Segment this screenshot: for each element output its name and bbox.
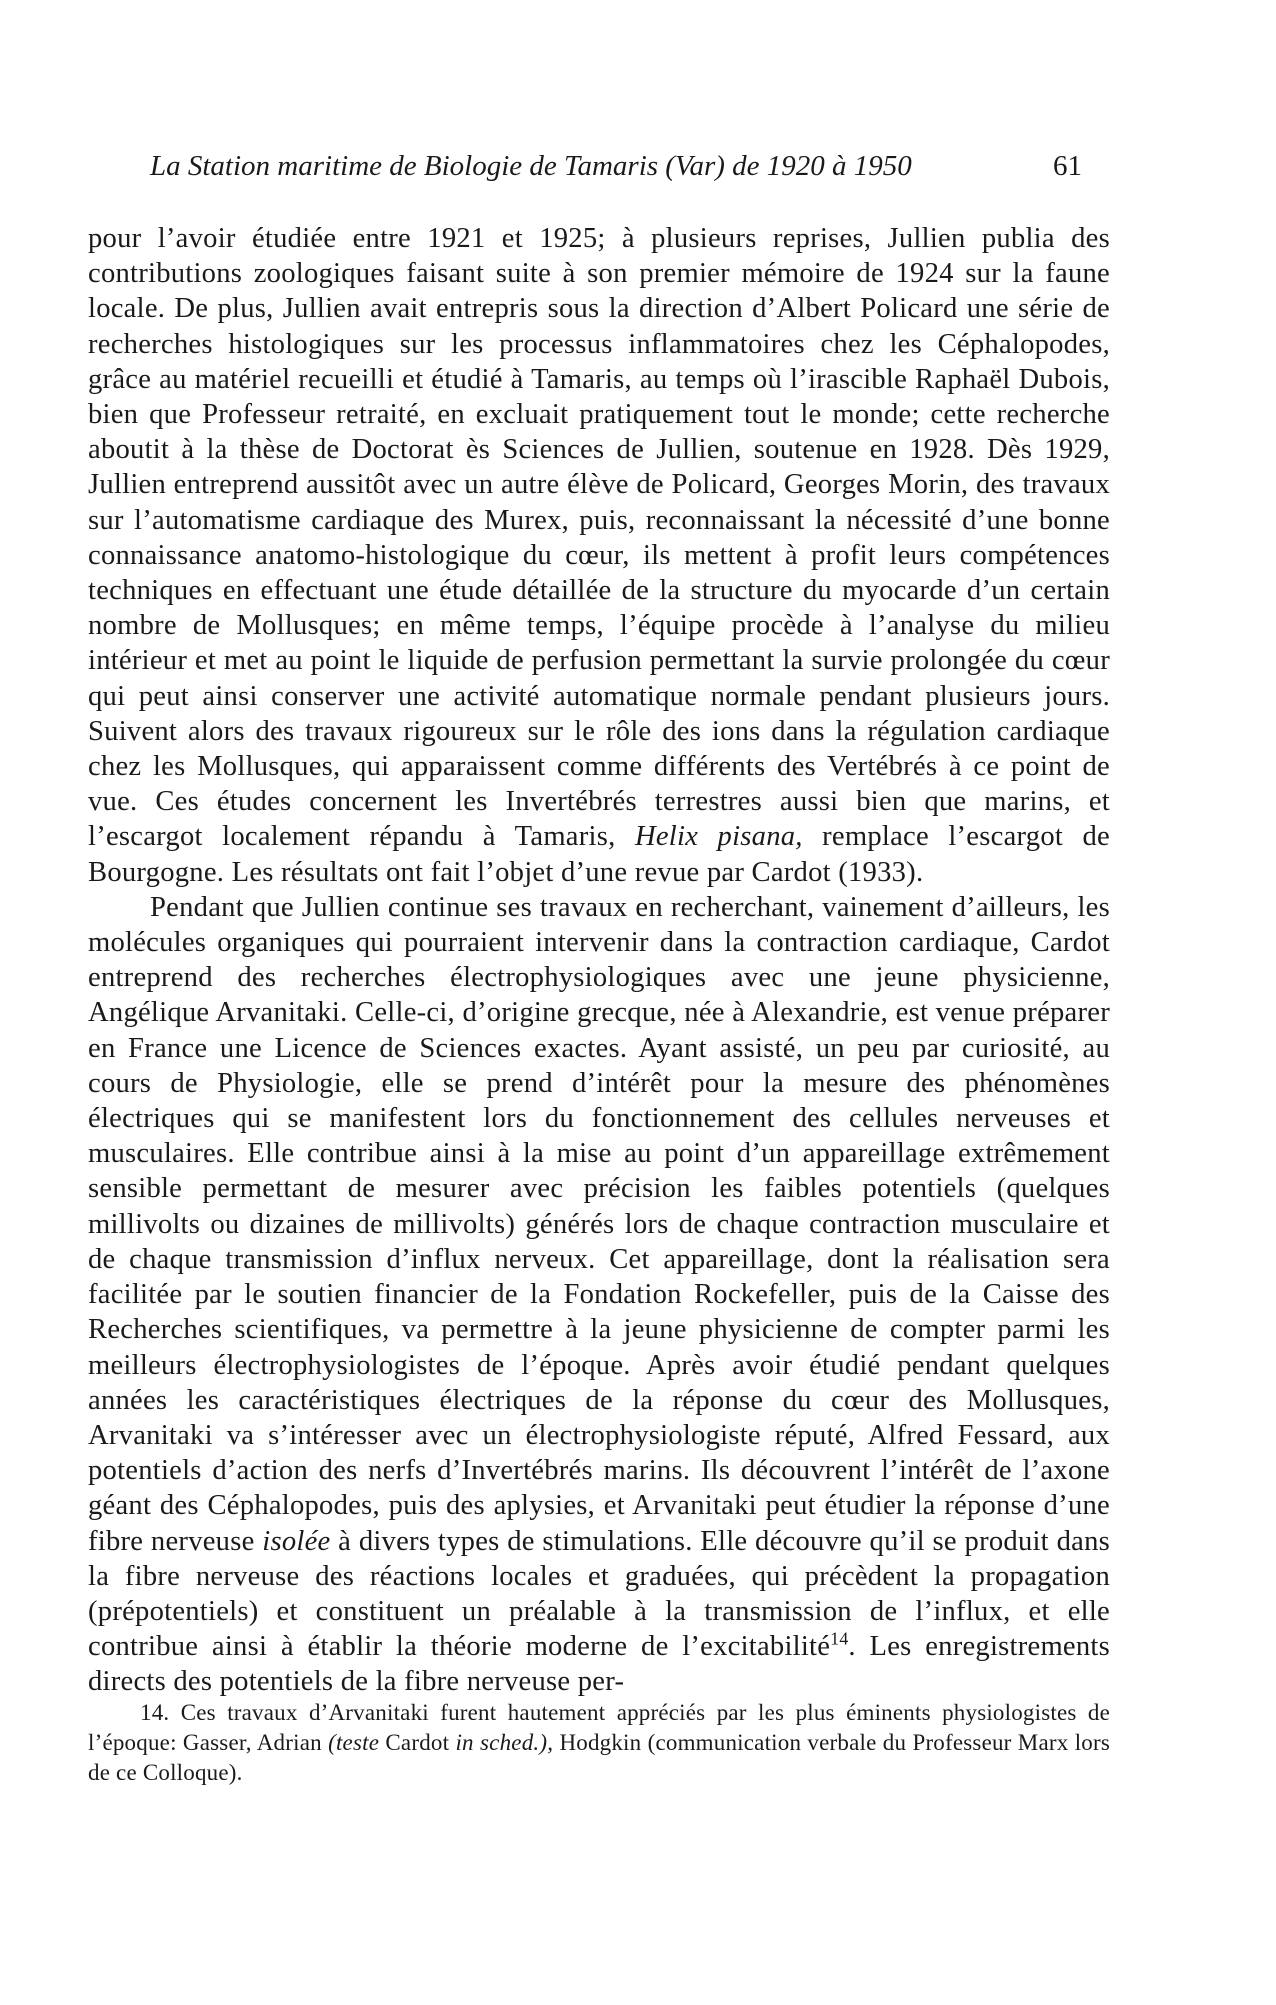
footnote-text-2: Cardot [379,1730,456,1755]
running-title: La Station maritime de Biologie de Tamaris (Var) de 1920 à 1950 [150,150,912,182]
paragraph-1 [88,221,1110,890]
paragraph-1-text-end: remplace l’escargot de Bourgogne. Les résultats ont fait l’objet d’une revue par Cardot (1933). [88,821,1110,888]
footnote-italic-teste: (teste [328,1730,380,1755]
paragraph-2-text-end: . Les enregistrements directs des potentiels de la fibre nerveuse per- [88,1631,1110,1698]
paragraph-2 [88,890,1110,1700]
footnote-italic-in-sched: in sched.), [455,1730,554,1755]
paragraph-2-text: Pendant que Jullien continue ses travaux en recherchant, vainement d’ailleurs, les molécules organiques qui pourraient intervenir dans la contraction cardiaque, Cardot entreprend des recherches électrophysiologiques avec une jeune physicienne, Angélique Arvanitaki. Celle-ci, d’origine grecque, née à Alexandrie, est venue préparer en France une Licence de Sciences exactes. Ayant assisté, un peu par curiosité, au cours de Physiologie, elle se prend d’intérêt pour la mesure des phénomènes électriques qui se manifestent lors du fonctionnement des cellules nerveuses et musculaires. Elle contribue ainsi à la mise au point d’un appareillage extrêmement sensible permettant de mesurer avec précision les faibles potentiels (quelques millivolts ou dizaines de millivolts) générés lors de chaque contraction musculaire et de chaque transmission d’influx nerveux. Cet appareillage, dont la réalisation sera facilitée par le soutien financier de la Fondation Rockefeller, puis de la Caisse des Recherches scientifiques, va permettre à la jeune physicienne de compter parmi les meilleurs électrophysiologistes de l’époque. Après avoir étudié pendant quelques années les caractéristiques électriques de la réponse du cœur des Mollusques, Arvanitaki va s’intéresser avec un électrophysiologiste réputé, Alfred Fessard, aux potentiels d’action des nerfs d’Invertébrés marins. Ils découvrent l’intérêt de l’axone géant des Céphalopodes, puis des aplysies, et Arvanitaki peut étudier la réponse d’une fibre nerveuse [88,891,1110,1557]
footnote [88,1698,1110,1788]
footnote-14 [88,1698,1110,1788]
paragraph-2-text-middle: à divers types de stimulations. Elle découvre qu’il se produit dans la fibre nerveuse des réactions locales et graduées, qui précèdent la propagation (prépotentiels) et constituent un préalable à la transmission de l’influx, et elle contribue ainsi à établir la théorie moderne de l’excitabilité [88,1525,1110,1663]
footnote-reference: 14 [830,1628,849,1649]
page-number: 61 [1053,150,1082,182]
paragraph-1-species-name: Helix pisana, [634,821,803,853]
footnote-text-3: Hodgkin (communication verbale du Professeur Marx lors de ce Colloque). [88,1730,1111,1785]
paragraph-1-text: pour l’avoir étudiée entre 1921 et 1925; à plusieurs reprises, Jullien publia des contributions zoologiques faisant suite à son premier mémoire de 1924 sur la faune locale. De plus, Jullien avait entrepris sous la direction d’Albert Policard une série de recherches histologiques sur les processus inflammatoires chez les Céphalopodes, grâce au matériel recueilli et étudié à Tamaris, au temps où l’irascible Raphaël Dubois, bien que Professeur retraité, en excluait pratiquement tout le monde; cette recherche aboutit à la thèse de Doctorat ès Sciences de Jullien, soutenue en 1928. Dès 1929, Jullien entreprend aussitôt avec un autre élève de Policard, Georges Morin, des travaux sur l’automatisme cardiaque des Murex, puis, reconnaissant la nécessité d’une bonne connaissance anatomo-histologique du cœur, ils mettent à profit leurs compétences techniques en effectuant une étude détaillée de la structure du myocarde d’un certain nombre de Mollusques; en même temps, l’équipe procède à l’analyse du milieu intérieur et met au point le liquide de perfusion permettant la survie prolongée du cœur qui peut ainsi conserver une activité automatique normale pendant plusieurs jours. Suivent alors des travaux rigoureux sur le rôle des ions dans la régulation cardiaque chez les Mollusques, qui apparaissent comme différents des Vertébrés à ce point de vue. Ces études concernent les Invertébrés terrestres aussi bien que marins, et l’escargot localement répandu à Tamaris, [88,223,1110,853]
main-text [88,221,1110,1700]
paragraph-2-emphasis: isolée [262,1525,331,1557]
running-header [150,150,1082,182]
footnote-text: 14. Ces travaux d’Arvanitaki furent hautement appréciés par les plus éminents physiologistes de l’époque: Gasser, Adrian [88,1700,1110,1755]
